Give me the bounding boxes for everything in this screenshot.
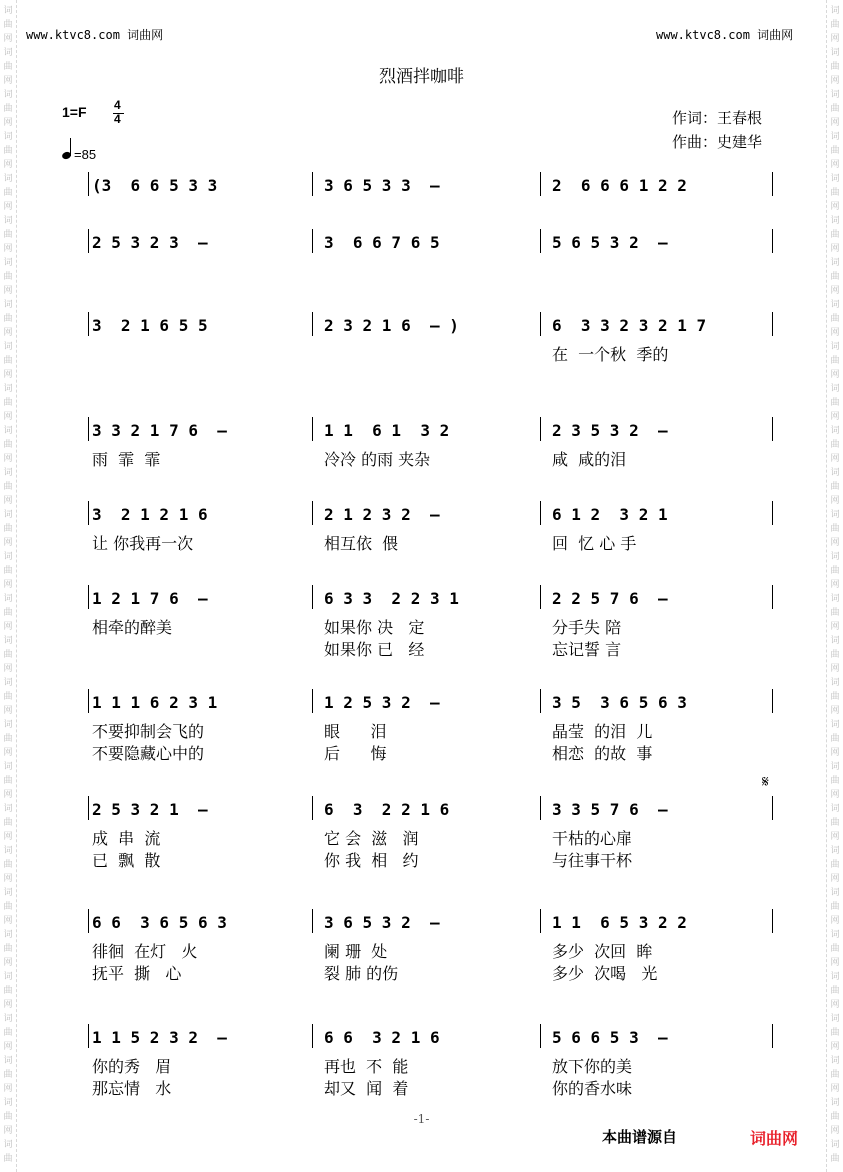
watermark-glyph: 曲 — [830, 440, 840, 450]
watermark-glyph: 曲 — [3, 776, 13, 786]
watermark-glyph: 曲 — [830, 314, 840, 324]
watermark-glyph: 曲 — [3, 356, 13, 366]
bar-line — [540, 312, 541, 336]
watermark-glyph: 曲 — [3, 524, 13, 534]
measure-notes: 6 3 3 2 3 2 1 7 — [552, 316, 707, 335]
right-watermark-strip — [826, 0, 843, 1172]
watermark-glyph: 词 — [830, 930, 840, 940]
site-logo: 词曲网 — [750, 1129, 799, 1148]
watermark-glyph: 曲 — [830, 146, 840, 156]
source-label: 本曲谱源自 — [602, 1128, 678, 1146]
bar-line — [540, 1024, 541, 1048]
watermark-glyph: 曲 — [830, 356, 840, 366]
watermark-glyph: 网 — [3, 454, 13, 464]
watermark-glyph: 词 — [830, 510, 840, 520]
watermark-glyph: 曲 — [830, 860, 840, 870]
measure-notes: 2 5 3 2 3 – — [92, 233, 208, 252]
watermark-glyph: 曲 — [830, 902, 840, 912]
watermark-glyph: 词 — [3, 6, 13, 16]
watermark-glyph: 词 — [830, 972, 840, 982]
bar-line — [540, 585, 541, 609]
watermark-glyph: 网 — [830, 286, 840, 296]
watermark-glyph: 曲 — [830, 104, 840, 114]
time-sig-bottom: 4 — [114, 112, 121, 126]
watermark-glyph: 曲 — [830, 188, 840, 198]
bar-line — [88, 229, 89, 253]
watermark-glyph: 曲 — [3, 734, 13, 744]
watermark-glyph: 网 — [830, 538, 840, 548]
measure-notes: 2 6 6 6 1 2 2 — [552, 176, 687, 195]
watermark-glyph: 曲 — [3, 1070, 13, 1080]
measure-notes: 3 6 5 3 2 – — [324, 913, 440, 932]
watermark-glyph: 曲 — [830, 1028, 840, 1038]
watermark-glyph: 词 — [3, 594, 13, 604]
lyric-line-1: 阑 珊 处 — [324, 942, 388, 961]
watermark-glyph: 词 — [830, 1056, 840, 1066]
watermark-glyph: 曲 — [3, 818, 13, 828]
bar-line — [312, 585, 313, 609]
watermark-glyph: 曲 — [3, 314, 13, 324]
segno-icon: 𝄋 — [762, 772, 769, 791]
measure-notes: 2 2 5 7 6 – — [552, 589, 668, 608]
watermark-glyph: 网 — [830, 1042, 840, 1052]
watermark-glyph: 曲 — [3, 146, 13, 156]
watermark-glyph: 曲 — [830, 776, 840, 786]
lyric-line-1: 晶莹 的泪 儿 — [552, 722, 653, 741]
bar-line — [88, 585, 89, 609]
lyric-line-2: 你 我 相 约 — [324, 851, 419, 870]
lyric-line-1: 如果你 决 定 — [324, 618, 425, 637]
watermark-glyph: 词 — [830, 426, 840, 436]
bar-line — [312, 796, 313, 820]
watermark-glyph: 网 — [830, 412, 840, 422]
lyric-line-1: 眼 泪 — [324, 722, 387, 741]
bar-line — [88, 312, 89, 336]
watermark-glyph: 曲 — [3, 188, 13, 198]
lyric-line-2: 如果你 已 经 — [324, 640, 425, 659]
watermark-glyph: 词 — [830, 342, 840, 352]
measure-notes: 2 3 5 3 2 – — [552, 421, 668, 440]
watermark-glyph: 网 — [3, 412, 13, 422]
watermark-glyph: 词 — [3, 342, 13, 352]
watermark-glyph: 词 — [830, 1014, 840, 1024]
watermark-glyph: 曲 — [830, 734, 840, 744]
page-number: -1- — [413, 1112, 430, 1126]
bar-line — [772, 229, 773, 253]
watermark-glyph: 网 — [3, 790, 13, 800]
lyric-line-1: 在 一个秋 季的 — [552, 345, 669, 364]
watermark-glyph: 词 — [3, 972, 13, 982]
watermark-glyph: 词 — [830, 468, 840, 478]
bar-line — [772, 417, 773, 441]
time-sig-top: 4 — [114, 98, 121, 112]
lyric-line-1: 再也 不 能 — [324, 1057, 409, 1076]
watermark-glyph: 网 — [3, 496, 13, 506]
watermark-glyph: 网 — [830, 748, 840, 758]
header-site-left: www.ktvc8.com 词曲网 — [26, 28, 164, 42]
watermark-glyph: 网 — [830, 916, 840, 926]
watermark-glyph: 词 — [830, 132, 840, 142]
bar-line — [312, 501, 313, 525]
bar-line — [772, 1024, 773, 1048]
watermark-glyph: 网 — [3, 832, 13, 842]
lyric-line-1: 多少 次回 眸 — [552, 942, 653, 961]
watermark-glyph: 词 — [3, 762, 13, 772]
watermark-glyph: 曲 — [3, 104, 13, 114]
bar-line — [772, 501, 773, 525]
measure-notes: 1 1 6 1 3 2 — [324, 421, 450, 440]
watermark-glyph: 网 — [3, 874, 13, 884]
key-signature: 1=F — [62, 104, 87, 120]
watermark-glyph: 词 — [3, 1098, 13, 1108]
watermark-glyph: 词 — [3, 216, 13, 226]
measure-notes: 3 6 6 7 6 5 — [324, 233, 440, 252]
lyric-line-2: 后 悔 — [324, 744, 387, 763]
lyric-line-1: 让 你我再一次 — [92, 534, 194, 553]
watermark-glyph: 网 — [3, 34, 13, 44]
watermark-glyph: 曲 — [830, 818, 840, 828]
measure-notes: 1 1 6 5 3 2 2 — [552, 913, 687, 932]
measure-notes: 3 6 5 3 3 – — [324, 176, 440, 195]
tempo-marking — [62, 139, 96, 162]
lyric-line-2: 与往事干杯 — [552, 851, 633, 870]
watermark-glyph: 词 — [3, 48, 13, 58]
watermark-glyph: 网 — [3, 76, 13, 86]
lyric-line-2: 不要隐藏心中的 — [92, 744, 205, 763]
watermark-glyph: 曲 — [830, 650, 840, 660]
watermark-glyph: 曲 — [3, 20, 13, 30]
watermark-glyph: 词 — [830, 762, 840, 772]
watermark-glyph: 词 — [3, 846, 13, 856]
bar-line — [540, 501, 541, 525]
measure-notes: 3 2 1 6 5 5 — [92, 316, 208, 335]
watermark-glyph: 网 — [830, 664, 840, 674]
bar-line — [772, 909, 773, 933]
lyric-line-2: 忘记誓 言 — [552, 640, 622, 659]
lyric-line-2: 相恋 的故 事 — [552, 744, 653, 763]
measure-notes: 2 5 3 2 1 – — [92, 800, 208, 819]
watermark-glyph: 网 — [830, 454, 840, 464]
measure-notes: 6 3 2 2 1 6 — [324, 800, 450, 819]
watermark-glyph: 网 — [830, 1000, 840, 1010]
quarter-note-icon — [62, 139, 74, 159]
watermark-glyph: 网 — [830, 160, 840, 170]
watermark-glyph: 网 — [3, 118, 13, 128]
watermark-glyph: 词 — [3, 174, 13, 184]
lyric-line-1: 雨 霏 霏 — [92, 450, 161, 469]
bar-line — [772, 585, 773, 609]
watermark-glyph: 曲 — [3, 902, 13, 912]
watermark-glyph: 词 — [3, 426, 13, 436]
lyric-line-1: 成 串 流 — [92, 829, 161, 848]
measure-notes: 3 3 5 7 6 – — [552, 800, 668, 819]
watermark-glyph: 网 — [830, 874, 840, 884]
watermark-glyph: 词 — [3, 1014, 13, 1024]
watermark-glyph: 曲 — [830, 62, 840, 72]
watermark-glyph: 词 — [830, 300, 840, 310]
header-site-right: www.ktvc8.com 词曲网 — [656, 28, 794, 42]
bar-line — [88, 417, 89, 441]
watermark-glyph: 词 — [3, 804, 13, 814]
watermark-glyph: 网 — [3, 1126, 13, 1136]
lyric-line-1: 相牵的醉美 — [92, 618, 173, 637]
watermark-glyph: 网 — [830, 958, 840, 968]
measure-notes: 3 2 1 2 1 6 — [92, 505, 208, 524]
watermark-glyph: 网 — [3, 706, 13, 716]
watermark-glyph: 词 — [830, 678, 840, 688]
lyric-line-1: 不要抑制会飞的 — [92, 722, 205, 741]
measure-notes: 6 6 3 6 5 6 3 — [92, 913, 227, 932]
lyric-line-1: 回 忆 心 手 — [552, 534, 637, 553]
tempo-value: =85 — [74, 147, 97, 162]
watermark-glyph: 曲 — [3, 1112, 13, 1122]
watermark-glyph: 词 — [3, 678, 13, 688]
watermark-glyph: 网 — [830, 706, 840, 716]
lyric-line-2: 那忘情 水 — [92, 1079, 172, 1098]
watermark-glyph: 词 — [3, 720, 13, 730]
watermark-glyph: 曲 — [830, 1112, 840, 1122]
watermark-glyph: 网 — [3, 286, 13, 296]
bar-line — [312, 1024, 313, 1048]
watermark-glyph: 曲 — [3, 650, 13, 660]
composer-credit: 作曲：史建华 — [672, 133, 763, 151]
watermark-glyph: 曲 — [3, 566, 13, 576]
watermark-glyph: 词 — [3, 468, 13, 478]
lyric-line-2: 抚平 撕 心 — [92, 964, 182, 983]
watermark-glyph: 曲 — [3, 944, 13, 954]
lyric-line-2: 裂 肺 的伤 — [324, 964, 399, 983]
bar-line — [540, 689, 541, 713]
lyric-line-2: 却又 闻 着 — [324, 1079, 409, 1098]
lyricist-credit: 作词：王春根 — [672, 109, 763, 127]
bar-line — [540, 796, 541, 820]
watermark-glyph: 网 — [830, 370, 840, 380]
lyric-line-1: 徘徊 在灯 火 — [92, 942, 198, 961]
bar-line — [312, 229, 313, 253]
measure-notes: 1 1 5 2 3 2 – — [92, 1028, 227, 1047]
lyric-line-1: 冷冷 的雨 夹杂 — [324, 450, 431, 469]
watermark-glyph: 网 — [830, 76, 840, 86]
watermark-glyph: 曲 — [3, 230, 13, 240]
watermark-glyph: 曲 — [830, 272, 840, 282]
watermark-glyph: 网 — [3, 370, 13, 380]
watermark-glyph: 网 — [830, 244, 840, 254]
watermark-glyph: 网 — [3, 916, 13, 926]
watermark-glyph: 词 — [3, 636, 13, 646]
watermark-glyph: 词 — [3, 384, 13, 394]
watermark-glyph: 网 — [3, 664, 13, 674]
watermark-glyph: 网 — [830, 118, 840, 128]
watermark-glyph: 词 — [830, 804, 840, 814]
watermark-glyph: 词 — [830, 636, 840, 646]
watermark-glyph: 网 — [3, 1000, 13, 1010]
watermark-glyph: 网 — [3, 580, 13, 590]
watermark-glyph: 词 — [830, 1140, 840, 1150]
measure-notes: 3 5 3 6 5 6 3 — [552, 693, 687, 712]
watermark-glyph: 曲 — [3, 272, 13, 282]
watermark-glyph: 网 — [3, 1042, 13, 1052]
watermark-glyph: 词 — [3, 132, 13, 142]
lyric-line-1: 干枯的心扉 — [552, 829, 633, 848]
watermark-glyph: 词 — [3, 258, 13, 268]
watermark-glyph: 曲 — [3, 398, 13, 408]
lyric-line-1: 咸 咸的泪 — [552, 450, 627, 469]
watermark-glyph: 网 — [830, 580, 840, 590]
watermark-glyph: 曲 — [830, 566, 840, 576]
watermark-glyph: 曲 — [3, 440, 13, 450]
measure-notes: 2 3 2 1 6 – ) — [324, 316, 459, 335]
watermark-glyph: 网 — [3, 622, 13, 632]
watermark-glyph: 网 — [830, 1084, 840, 1094]
watermark-glyph: 网 — [3, 328, 13, 338]
watermark-glyph: 曲 — [830, 524, 840, 534]
watermark-glyph: 词 — [3, 888, 13, 898]
measure-notes: (3 6 6 5 3 3 — [92, 176, 218, 195]
watermark-glyph: 曲 — [830, 230, 840, 240]
bar-line — [88, 172, 89, 196]
watermark-glyph: 网 — [830, 202, 840, 212]
bar-line — [88, 796, 89, 820]
measure-notes: 6 3 3 2 2 3 1 — [324, 589, 459, 608]
lyric-line-1: 它 会 滋 润 — [324, 829, 419, 848]
watermark-glyph: 词 — [830, 90, 840, 100]
watermark-glyph: 词 — [3, 510, 13, 520]
bar-line — [312, 172, 313, 196]
measure-notes: 5 6 5 3 2 – — [552, 233, 668, 252]
bar-line — [88, 909, 89, 933]
bar-line — [540, 172, 541, 196]
watermark-glyph: 词 — [830, 846, 840, 856]
bar-line — [312, 312, 313, 336]
watermark-glyph: 词 — [3, 552, 13, 562]
bar-line — [772, 312, 773, 336]
watermark-glyph: 词 — [3, 300, 13, 310]
watermark-glyph: 曲 — [830, 608, 840, 618]
bar-line — [312, 689, 313, 713]
measure-notes: 6 1 2 3 2 1 — [552, 505, 668, 524]
watermark-glyph: 曲 — [830, 398, 840, 408]
watermark-glyph: 网 — [3, 538, 13, 548]
watermark-glyph: 曲 — [3, 608, 13, 618]
bar-line — [540, 229, 541, 253]
lyric-line-2: 已 飘 散 — [92, 851, 161, 870]
measure-notes: 2 1 2 3 2 – — [324, 505, 440, 524]
watermark-glyph: 网 — [830, 34, 840, 44]
lyric-line-1: 分手失 陪 — [552, 618, 622, 637]
bar-line — [312, 909, 313, 933]
watermark-glyph: 曲 — [830, 482, 840, 492]
bar-line — [540, 909, 541, 933]
measure-notes: 1 2 5 3 2 – — [324, 693, 440, 712]
bar-line — [88, 1024, 89, 1048]
watermark-glyph: 曲 — [3, 986, 13, 996]
watermark-glyph: 曲 — [3, 860, 13, 870]
bar-line — [88, 501, 89, 525]
watermark-glyph: 曲 — [830, 986, 840, 996]
watermark-glyph: 网 — [3, 202, 13, 212]
watermark-glyph: 词 — [3, 1056, 13, 1066]
measure-notes: 3 3 2 1 7 6 – — [92, 421, 227, 440]
watermark-glyph: 曲 — [830, 1070, 840, 1080]
watermark-glyph: 曲 — [830, 944, 840, 954]
watermark-glyph: 词 — [830, 174, 840, 184]
left-watermark-strip — [0, 0, 17, 1172]
watermark-glyph: 词 — [830, 720, 840, 730]
watermark-glyph: 网 — [830, 790, 840, 800]
watermark-glyph: 网 — [830, 496, 840, 506]
lyric-line-2: 你的香水味 — [552, 1079, 633, 1098]
watermark-glyph: 词 — [3, 90, 13, 100]
watermark-glyph: 词 — [830, 6, 840, 16]
watermark-glyph: 网 — [3, 244, 13, 254]
watermark-glyph: 词 — [830, 888, 840, 898]
bar-line — [772, 796, 773, 820]
watermark-glyph: 网 — [830, 1126, 840, 1136]
watermark-glyph: 曲 — [3, 62, 13, 72]
watermark-glyph: 网 — [3, 160, 13, 170]
measure-notes: 1 2 1 7 6 – — [92, 589, 208, 608]
bar-line — [312, 417, 313, 441]
watermark-glyph: 词 — [830, 1098, 840, 1108]
watermark-glyph: 词 — [3, 930, 13, 940]
measure-notes: 5 6 6 5 3 – — [552, 1028, 668, 1047]
watermark-glyph: 词 — [3, 1140, 13, 1150]
lyric-line-2: 多少 次喝 光 — [552, 964, 658, 983]
bar-line — [772, 689, 773, 713]
bar-line — [540, 417, 541, 441]
bar-line — [772, 172, 773, 196]
bar-line — [88, 689, 89, 713]
watermark-glyph: 曲 — [830, 1154, 840, 1164]
watermark-glyph: 词 — [830, 594, 840, 604]
lyric-line-1: 你的秀 眉 — [92, 1057, 172, 1076]
watermark-glyph: 网 — [3, 958, 13, 968]
watermark-glyph: 网 — [3, 1084, 13, 1094]
measure-notes: 1 1 1 6 2 3 1 — [92, 693, 218, 712]
song-title: 烈酒拌咖啡 — [379, 67, 464, 87]
lyric-line-1: 放下你的美 — [552, 1057, 633, 1076]
watermark-glyph: 网 — [3, 748, 13, 758]
watermark-glyph: 曲 — [830, 20, 840, 30]
watermark-glyph: 词 — [830, 552, 840, 562]
watermark-glyph: 曲 — [3, 1028, 13, 1038]
watermark-glyph: 曲 — [830, 692, 840, 702]
watermark-glyph: 词 — [830, 48, 840, 58]
measure-notes: 6 6 3 2 1 6 — [324, 1028, 440, 1047]
watermark-glyph: 词 — [830, 216, 840, 226]
watermark-glyph: 网 — [830, 328, 840, 338]
watermark-glyph: 网 — [830, 622, 840, 632]
watermark-glyph: 曲 — [3, 482, 13, 492]
watermark-glyph: 词 — [830, 384, 840, 394]
lyric-line-1: 相互依 偎 — [324, 534, 399, 553]
watermark-glyph: 词 — [830, 258, 840, 268]
watermark-glyph: 曲 — [3, 692, 13, 702]
watermark-glyph: 网 — [830, 832, 840, 842]
watermark-glyph: 曲 — [3, 1154, 13, 1164]
